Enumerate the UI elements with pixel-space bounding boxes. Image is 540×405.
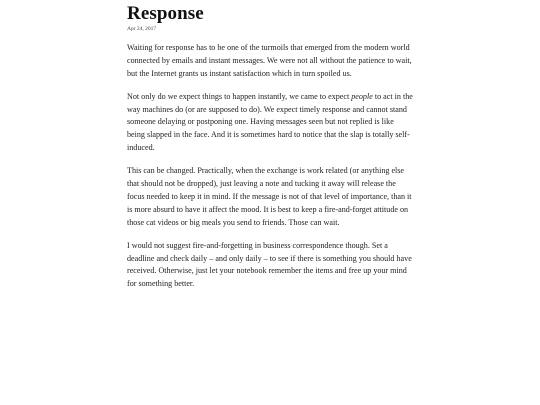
post-date: Apr 24, 2017 <box>127 26 157 32</box>
paragraph-3: This can be changed. Practically, when the exchange is work related (or anything else that should not be dropped), just leaving a note and tucking it away will release the focus needed to keep it in mind. If the message is not of that level of importance, than it is more absurd to have it affect the mood. It is best to keep a fire-and-forget attitude on those cat videos or big meals you send to friends. Those can wait. <box>127 166 412 227</box>
paragraph-2 <box>127 91 413 155</box>
post-title: Response <box>127 3 204 24</box>
emphasis-people: people <box>351 91 373 101</box>
paragraph-2-text-after: to act in the way machines do (or are supposed to do). We expect timely response and cannot stand someone delaying or postponing one. Having messages seen but not replied is like being slapped in the face. And it is sometimes hard to notice that the slap is totally self-induced. <box>127 91 413 153</box>
paragraph-2-text-before: Not only do we expect things to happen instantly, we came to expect <box>127 91 352 101</box>
blog-post <box>127 4 413 302</box>
post-body <box>127 42 413 291</box>
paragraph-4: I would not suggest fire-and-forgetting in business correspondence though. Set a deadline and check daily – and only daily – to see if there is something you should have received. Otherwise, just let your notebook remember the items and free up your mind for something better. <box>127 240 412 289</box>
paragraph-1: Waiting for response has to be one of the turmoils that emerged from the modern world connected by emails and instant messages. We were not all without the patience to wait, but the Internet grants us instant satisfaction which in turn spoiled us. <box>127 43 412 78</box>
